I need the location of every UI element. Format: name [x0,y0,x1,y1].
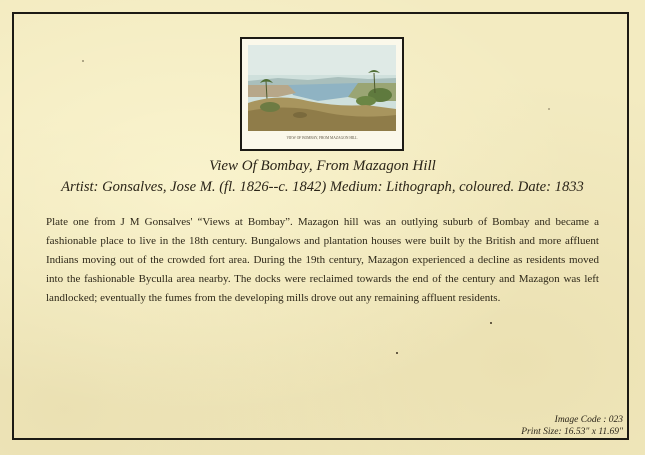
artwork-description: Plate one from J M Gonsalves' “Views at Bombay”. Mazagon hill was an outlying suburb of Bombay and became a fashionable place to live in the 18th century. Bungalows and plantation houses were built by the British and more affluent Indians moving out of the crowded fort area. During the 19th century, Mazagon experienced a decline as residents moved into the fashionable Byculla area nearby. The docks were reclaimed towards the end of the century and Mazagon was left landlocked; eventually the fumes from the developing mills drove out any remaining affluent residents. [46,216,599,304]
artwork-title: View Of Bombay, From Mazagon Hill [209,158,436,174]
plate-caption: VIEW OF BOMBAY, FROM MAZAGON HILL [286,136,358,140]
paper-speck [82,60,84,62]
artwork-details: Artist: Gonsalves, Jose M. (fl. 1826--c. 1842) Medium: Lithograph, coloured. Date: 1833 [61,179,584,195]
artwork-thumbnail[interactable] [240,37,404,151]
paper-speck [396,352,398,354]
paper-speck [548,108,550,110]
paper-speck [490,322,492,324]
print-size: Print Size: 16.53" x 11.69" [521,427,623,437]
image-code: Image Code : 023 [554,415,623,425]
print-info [521,414,623,438]
landscape-illustration [248,45,396,143]
